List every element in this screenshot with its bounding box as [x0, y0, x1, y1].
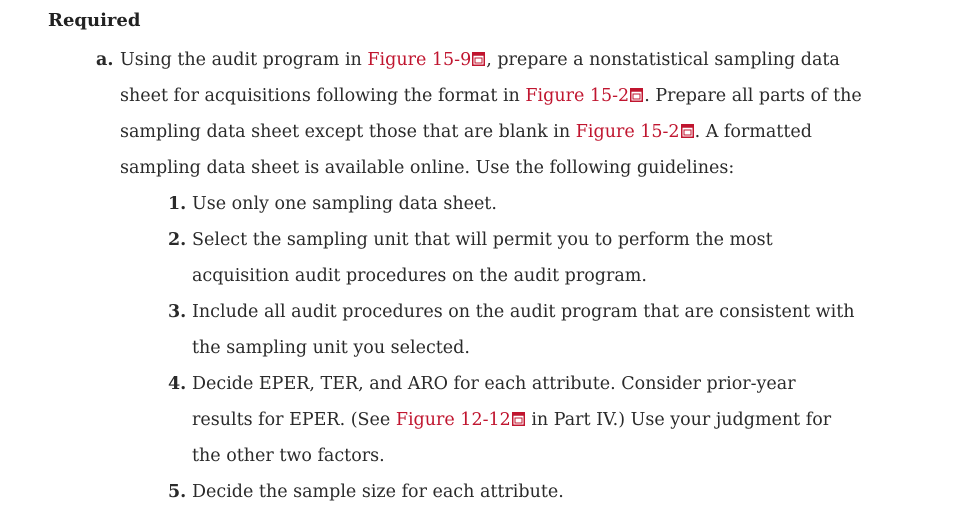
list-item — [168, 294, 858, 366]
figure-12-12-link[interactable]: Figure 12-12 — [395, 410, 511, 430]
list-item-text — [192, 374, 831, 466]
guidelines-list — [168, 186, 858, 510]
list-item-number: 4. — [168, 374, 187, 394]
list-item — [168, 186, 858, 222]
popup-window-icon[interactable] — [512, 412, 525, 426]
list-item-text: Decide the sample size for each attribute. — [192, 482, 564, 502]
list-item-text: Use only one sampling data sheet. — [192, 194, 497, 214]
figure-15-2-link-second[interactable]: Figure 15-2 — [575, 122, 680, 142]
list-item — [168, 366, 858, 474]
list-item — [168, 474, 858, 510]
list-item-text: Select the sampling unit that will permit you to perform the most acquisition audit procedures on the audit program. — [192, 230, 773, 286]
item-a-text-4: . A formatted sampling data sheet is available online. Use the following guidelines: — [120, 122, 812, 178]
item-a-text-2: , prepare a nonstatistical sampling data sheet for acquisitions following the format in — [120, 50, 840, 106]
item-a-text-1: Using the audit program in — [120, 50, 368, 70]
popup-window-icon[interactable] — [630, 88, 643, 102]
item-a-marker: a. — [96, 50, 114, 70]
popup-window-icon[interactable] — [681, 124, 694, 138]
popup-window-icon[interactable] — [472, 52, 485, 66]
list-item-text-2: in Part IV.) Use your judgment for the other two factors. — [192, 410, 832, 466]
required-heading: Required — [48, 10, 141, 31]
list-item-text: Include all audit procedures on the audit program that are consistent with the sampling unit you selected. — [192, 302, 855, 358]
item-a-text-3: . Prepare all parts of the sampling data sheet except those that are blank in — [120, 86, 862, 142]
list-item-number: 1. — [168, 194, 187, 214]
list-item-number: 3. — [168, 302, 187, 322]
list-item-number: 5. — [168, 482, 187, 502]
list-item — [168, 222, 858, 294]
figure-15-9-link[interactable]: Figure 15-9 — [367, 50, 472, 70]
figure-15-2-link[interactable]: Figure 15-2 — [525, 86, 630, 106]
list-item-number: 2. — [168, 230, 187, 250]
item-a — [96, 42, 886, 186]
list-item-text-1: Decide EPER, TER, and ARO for each attribute. Consider prior-year results for EPER. (See — [192, 374, 796, 430]
item-a-text — [96, 42, 886, 186]
